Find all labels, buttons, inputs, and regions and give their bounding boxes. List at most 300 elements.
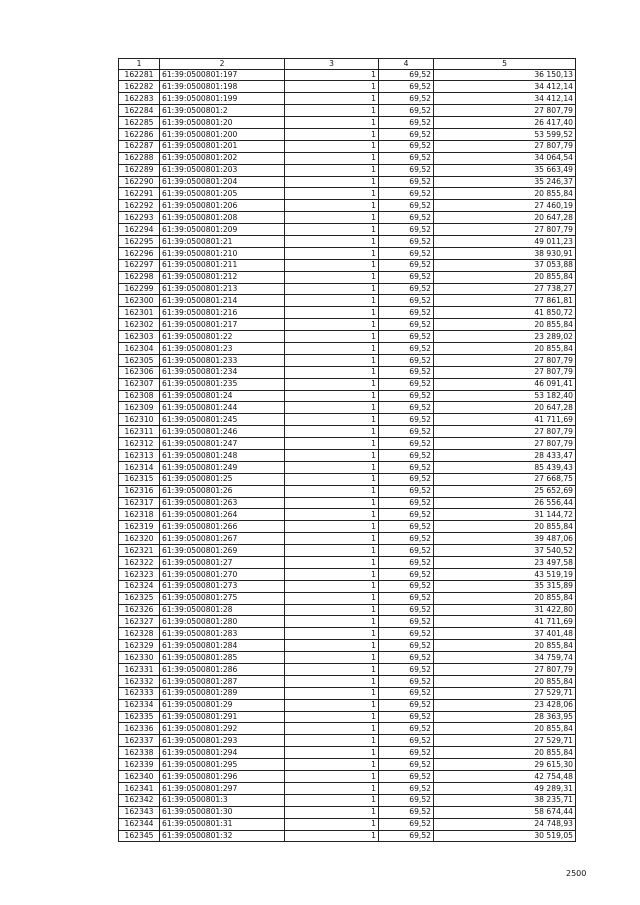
count-cell: 1 [285,105,379,117]
amount-cell: 30 519,05 [434,830,576,842]
amount-cell: 31 422,80 [434,604,576,616]
share-cell: 69,52 [379,414,434,426]
cadastral-number-cell: 61:39:0500801:280 [160,616,285,628]
amount-cell: 27 807,79 [434,105,576,117]
count-cell: 1 [285,438,379,450]
amount-cell: 39 487,06 [434,533,576,545]
share-cell: 69,52 [379,402,434,414]
cadastral-number-cell: 61:39:0500801:273 [160,580,285,592]
share-cell: 69,52 [379,473,434,485]
cadastral-number-cell: 61:39:0500801:284 [160,640,285,652]
share-cell: 69,52 [379,426,434,438]
share-cell: 69,52 [379,81,434,93]
count-cell: 1 [285,152,379,164]
share-cell: 69,52 [379,331,434,343]
share-cell: 69,52 [379,140,434,152]
count-cell: 1 [285,818,379,830]
amount-cell: 20 855,84 [434,521,576,533]
count-cell: 1 [285,140,379,152]
share-cell: 69,52 [379,509,434,521]
share-cell: 69,52 [379,628,434,640]
amount-cell: 53 599,52 [434,128,576,140]
cadastral-number-cell: 61:39:0500801:205 [160,188,285,200]
count-cell: 1 [285,759,379,771]
amount-cell: 20 855,84 [434,188,576,200]
share-cell: 69,52 [379,128,434,140]
share-cell: 69,52 [379,235,434,247]
table-row [119,366,576,378]
amount-cell: 25 652,69 [434,485,576,497]
share-cell: 69,52 [379,461,434,473]
cadastral-number-cell: 61:39:0500801:32 [160,830,285,842]
table-row [119,188,576,200]
row-number-cell: 162330 [119,652,160,664]
table-row [119,176,576,188]
cadastral-number-cell: 61:39:0500801:235 [160,378,285,390]
table-row [119,319,576,331]
share-cell: 69,52 [379,652,434,664]
share-cell: 69,52 [379,699,434,711]
amount-cell: 35 246,37 [434,176,576,188]
table-row [119,509,576,521]
header-cell-4: 4 [379,59,434,70]
share-cell: 69,52 [379,747,434,759]
count-cell: 1 [285,699,379,711]
count-cell: 1 [285,497,379,509]
amount-cell: 29 615,30 [434,759,576,771]
cadastral-number-cell: 61:39:0500801:30 [160,806,285,818]
count-cell: 1 [285,128,379,140]
cadastral-number-cell: 61:39:0500801:286 [160,664,285,676]
amount-cell: 49 289,31 [434,782,576,794]
row-number-cell: 162332 [119,675,160,687]
cadastral-number-cell: 61:39:0500801:289 [160,687,285,699]
cadastral-number-cell: 61:39:0500801:287 [160,675,285,687]
table-row [119,342,576,354]
count-cell: 1 [285,640,379,652]
page-number: 2500 [566,869,587,878]
amount-cell: 27 529,71 [434,735,576,747]
cadastral-number-cell: 61:39:0500801:211 [160,259,285,271]
count-cell: 1 [285,366,379,378]
amount-cell: 20 855,84 [434,592,576,604]
amount-cell: 37 053,88 [434,259,576,271]
amount-cell: 20 855,84 [434,342,576,354]
amount-cell: 27 807,79 [434,366,576,378]
count-cell: 1 [285,307,379,319]
table-row [119,200,576,212]
amount-cell: 26 556,44 [434,497,576,509]
amount-cell: 35 663,49 [434,164,576,176]
share-cell: 69,52 [379,188,434,200]
share-cell: 69,52 [379,759,434,771]
cadastral-number-cell: 61:39:0500801:296 [160,771,285,783]
table-row [119,735,576,747]
share-cell: 69,52 [379,830,434,842]
amount-cell: 27 668,75 [434,473,576,485]
row-number-cell: 162307 [119,378,160,390]
count-cell: 1 [285,771,379,783]
cadastral-number-cell: 61:39:0500801:233 [160,354,285,366]
table-row [119,640,576,652]
share-cell: 69,52 [379,259,434,271]
count-cell: 1 [285,450,379,462]
amount-cell: 36 150,13 [434,69,576,81]
row-number-cell: 162301 [119,307,160,319]
row-number-cell: 162290 [119,176,160,188]
row-number-cell: 162309 [119,402,160,414]
amount-cell: 27 807,79 [434,438,576,450]
cadastral-number-cell: 61:39:0500801:23 [160,342,285,354]
share-cell: 69,52 [379,557,434,569]
cadastral-number-cell: 61:39:0500801:264 [160,509,285,521]
cadastral-number-cell: 61:39:0500801:292 [160,723,285,735]
share-cell: 69,52 [379,794,434,806]
share-cell: 69,52 [379,93,434,105]
amount-cell: 23 428,06 [434,699,576,711]
share-cell: 69,52 [379,580,434,592]
row-number-cell: 162345 [119,830,160,842]
amount-cell: 38 930,91 [434,247,576,259]
cadastral-number-cell: 61:39:0500801:247 [160,438,285,450]
table-row [119,592,576,604]
share-cell: 69,52 [379,485,434,497]
cadastral-number-cell: 61:39:0500801:20 [160,117,285,129]
table-row [119,485,576,497]
amount-cell: 27 460,19 [434,200,576,212]
count-cell: 1 [285,164,379,176]
cadastral-number-cell: 61:39:0500801:200 [160,128,285,140]
cadastral-number-cell: 61:39:0500801:283 [160,628,285,640]
count-cell: 1 [285,664,379,676]
amount-cell: 31 144,72 [434,509,576,521]
cadastral-number-cell: 61:39:0500801:28 [160,604,285,616]
cadastral-number-cell: 61:39:0500801:244 [160,402,285,414]
row-number-cell: 162329 [119,640,160,652]
amount-cell: 27 738,27 [434,283,576,295]
row-number-cell: 162310 [119,414,160,426]
table-row [119,212,576,224]
row-number-cell: 162314 [119,461,160,473]
cadastral-number-cell: 61:39:0500801:2 [160,105,285,117]
amount-cell: 34 759,74 [434,652,576,664]
header-cell-3: 3 [285,59,379,70]
count-cell: 1 [285,568,379,580]
table-row [119,533,576,545]
count-cell: 1 [285,200,379,212]
cadastral-number-cell: 61:39:0500801:21 [160,235,285,247]
cadastral-number-cell: 61:39:0500801:204 [160,176,285,188]
row-number-cell: 162288 [119,152,160,164]
table-row [119,117,576,129]
row-number-cell: 162315 [119,473,160,485]
share-cell: 69,52 [379,664,434,676]
row-number-cell: 162291 [119,188,160,200]
share-cell: 69,52 [379,687,434,699]
row-number-cell: 162317 [119,497,160,509]
row-number-cell: 162284 [119,105,160,117]
table-row [119,331,576,343]
row-number-cell: 162305 [119,354,160,366]
share-cell: 69,52 [379,818,434,830]
row-number-cell: 162312 [119,438,160,450]
share-cell: 69,52 [379,224,434,236]
count-cell: 1 [285,342,379,354]
table-row [119,461,576,473]
cadastral-number-cell: 61:39:0500801:27 [160,557,285,569]
cadastral-number-cell: 61:39:0500801:270 [160,568,285,580]
table-row [119,699,576,711]
count-cell: 1 [285,735,379,747]
header-cell-5: 5 [434,59,576,70]
row-number-cell: 162328 [119,628,160,640]
count-cell: 1 [285,592,379,604]
cadastral-number-cell: 61:39:0500801:249 [160,461,285,473]
cadastral-number-cell: 61:39:0500801:29 [160,699,285,711]
count-cell: 1 [285,616,379,628]
share-cell: 69,52 [379,283,434,295]
share-cell: 69,52 [379,117,434,129]
count-cell: 1 [285,830,379,842]
share-cell: 69,52 [379,592,434,604]
share-cell: 69,52 [379,200,434,212]
cadastral-number-cell: 61:39:0500801:248 [160,450,285,462]
count-cell: 1 [285,782,379,794]
row-number-cell: 162303 [119,331,160,343]
amount-cell: 35 315,89 [434,580,576,592]
row-number-cell: 162297 [119,259,160,271]
header-cell-2: 2 [160,59,285,70]
share-cell: 69,52 [379,723,434,735]
cadastral-number-cell: 61:39:0500801:217 [160,319,285,331]
count-cell: 1 [285,485,379,497]
row-number-cell: 162324 [119,580,160,592]
row-number-cell: 162282 [119,81,160,93]
count-cell: 1 [285,414,379,426]
count-cell: 1 [285,69,379,81]
share-cell: 69,52 [379,438,434,450]
amount-cell: 20 647,28 [434,402,576,414]
row-number-cell: 162331 [119,664,160,676]
table-row [119,723,576,735]
count-cell: 1 [285,354,379,366]
row-number-cell: 162286 [119,128,160,140]
row-number-cell: 162316 [119,485,160,497]
table-row [119,450,576,462]
amount-cell: 27 807,79 [434,354,576,366]
table-row [119,152,576,164]
share-cell: 69,52 [379,675,434,687]
row-number-cell: 162343 [119,806,160,818]
count-cell: 1 [285,235,379,247]
table-row [119,759,576,771]
share-cell: 69,52 [379,366,434,378]
amount-cell: 43 519,19 [434,568,576,580]
row-number-cell: 162323 [119,568,160,580]
amount-cell: 23 497,58 [434,557,576,569]
amount-cell: 23 289,02 [434,331,576,343]
count-cell: 1 [285,378,379,390]
share-cell: 69,52 [379,354,434,366]
share-cell: 69,52 [379,735,434,747]
row-number-cell: 162319 [119,521,160,533]
count-cell: 1 [285,557,379,569]
cadastral-number-cell: 61:39:0500801:295 [160,759,285,771]
table-row [119,414,576,426]
row-number-cell: 162296 [119,247,160,259]
row-number-cell: 162311 [119,426,160,438]
amount-cell: 20 855,84 [434,747,576,759]
amount-cell: 34 412,14 [434,81,576,93]
cadastral-number-cell: 61:39:0500801:234 [160,366,285,378]
table-row [119,628,576,640]
header-row [119,59,576,70]
row-number-cell: 162340 [119,771,160,783]
amount-cell: 34 064,54 [434,152,576,164]
count-cell: 1 [285,224,379,236]
amount-cell: 27 807,79 [434,664,576,676]
share-cell: 69,52 [379,152,434,164]
count-cell: 1 [285,687,379,699]
cadastral-number-cell: 61:39:0500801:285 [160,652,285,664]
table-row [119,497,576,509]
count-cell: 1 [285,806,379,818]
amount-cell: 85 439,43 [434,461,576,473]
row-number-cell: 162333 [119,687,160,699]
cadastral-number-cell: 61:39:0500801:216 [160,307,285,319]
share-cell: 69,52 [379,271,434,283]
amount-cell: 27 807,79 [434,140,576,152]
cadastral-number-cell: 61:39:0500801:214 [160,295,285,307]
count-cell: 1 [285,176,379,188]
row-number-cell: 162298 [119,271,160,283]
count-cell: 1 [285,331,379,343]
row-number-cell: 162294 [119,224,160,236]
cadastral-number-cell: 61:39:0500801:3 [160,794,285,806]
cadastral-number-cell: 61:39:0500801:246 [160,426,285,438]
table-row [119,521,576,533]
cadastral-number-cell: 61:39:0500801:206 [160,200,285,212]
share-cell: 69,52 [379,378,434,390]
row-number-cell: 162306 [119,366,160,378]
share-cell: 69,52 [379,545,434,557]
share-cell: 69,52 [379,533,434,545]
count-cell: 1 [285,604,379,616]
cadastral-number-cell: 61:39:0500801:201 [160,140,285,152]
row-number-cell: 162299 [119,283,160,295]
cadastral-number-cell: 61:39:0500801:203 [160,164,285,176]
row-number-cell: 162326 [119,604,160,616]
amount-cell: 26 417,40 [434,117,576,129]
cadastral-number-cell: 61:39:0500801:297 [160,782,285,794]
cadastral-number-cell: 61:39:0500801:202 [160,152,285,164]
amount-cell: 41 850,72 [434,307,576,319]
cadastral-number-cell: 61:39:0500801:199 [160,93,285,105]
share-cell: 69,52 [379,782,434,794]
cadastral-number-cell: 61:39:0500801:210 [160,247,285,259]
share-cell: 69,52 [379,640,434,652]
table-row [119,771,576,783]
count-cell: 1 [285,247,379,259]
cadastral-number-cell: 61:39:0500801:24 [160,390,285,402]
cadastral-number-cell: 61:39:0500801:294 [160,747,285,759]
count-cell: 1 [285,533,379,545]
cadastral-number-cell: 61:39:0500801:197 [160,69,285,81]
row-number-cell: 162339 [119,759,160,771]
table-row [119,818,576,830]
share-cell: 69,52 [379,616,434,628]
table-row [119,69,576,81]
cadastral-number-cell: 61:39:0500801:212 [160,271,285,283]
table-row [119,307,576,319]
row-number-cell: 162325 [119,592,160,604]
table-row [119,140,576,152]
amount-cell: 24 748,93 [434,818,576,830]
cadastral-number-cell: 61:39:0500801:293 [160,735,285,747]
row-number-cell: 162295 [119,235,160,247]
count-cell: 1 [285,509,379,521]
row-number-cell: 162300 [119,295,160,307]
amount-cell: 41 711,69 [434,414,576,426]
amount-cell: 53 182,40 [434,390,576,402]
amount-cell: 20 855,84 [434,271,576,283]
table-row [119,224,576,236]
share-cell: 69,52 [379,604,434,616]
amount-cell: 28 433,47 [434,450,576,462]
cadastral-number-cell: 61:39:0500801:208 [160,212,285,224]
row-number-cell: 162304 [119,342,160,354]
cadastral-number-cell: 61:39:0500801:209 [160,224,285,236]
amount-cell: 20 855,84 [434,675,576,687]
count-cell: 1 [285,794,379,806]
count-cell: 1 [285,545,379,557]
count-cell: 1 [285,271,379,283]
count-cell: 1 [285,521,379,533]
row-number-cell: 162313 [119,450,160,462]
amount-cell: 77 861,81 [434,295,576,307]
share-cell: 69,52 [379,806,434,818]
table-row [119,580,576,592]
table-row [119,438,576,450]
count-cell: 1 [285,473,379,485]
table-row [119,664,576,676]
table-row [119,747,576,759]
count-cell: 1 [285,747,379,759]
row-number-cell: 162336 [119,723,160,735]
share-cell: 69,52 [379,497,434,509]
count-cell: 1 [285,711,379,723]
cadastral-number-cell: 61:39:0500801:263 [160,497,285,509]
row-number-cell: 162302 [119,319,160,331]
count-cell: 1 [285,426,379,438]
count-cell: 1 [285,117,379,129]
row-number-cell: 162281 [119,69,160,81]
count-cell: 1 [285,580,379,592]
table-row [119,652,576,664]
share-cell: 69,52 [379,450,434,462]
count-cell: 1 [285,259,379,271]
amount-cell: 37 401,48 [434,628,576,640]
count-cell: 1 [285,628,379,640]
amount-cell: 41 711,69 [434,616,576,628]
table-row [119,164,576,176]
cadastral-number-cell: 61:39:0500801:267 [160,533,285,545]
row-number-cell: 162342 [119,794,160,806]
cadastral-number-cell: 61:39:0500801:275 [160,592,285,604]
count-cell: 1 [285,402,379,414]
amount-cell: 58 674,44 [434,806,576,818]
table-row [119,711,576,723]
